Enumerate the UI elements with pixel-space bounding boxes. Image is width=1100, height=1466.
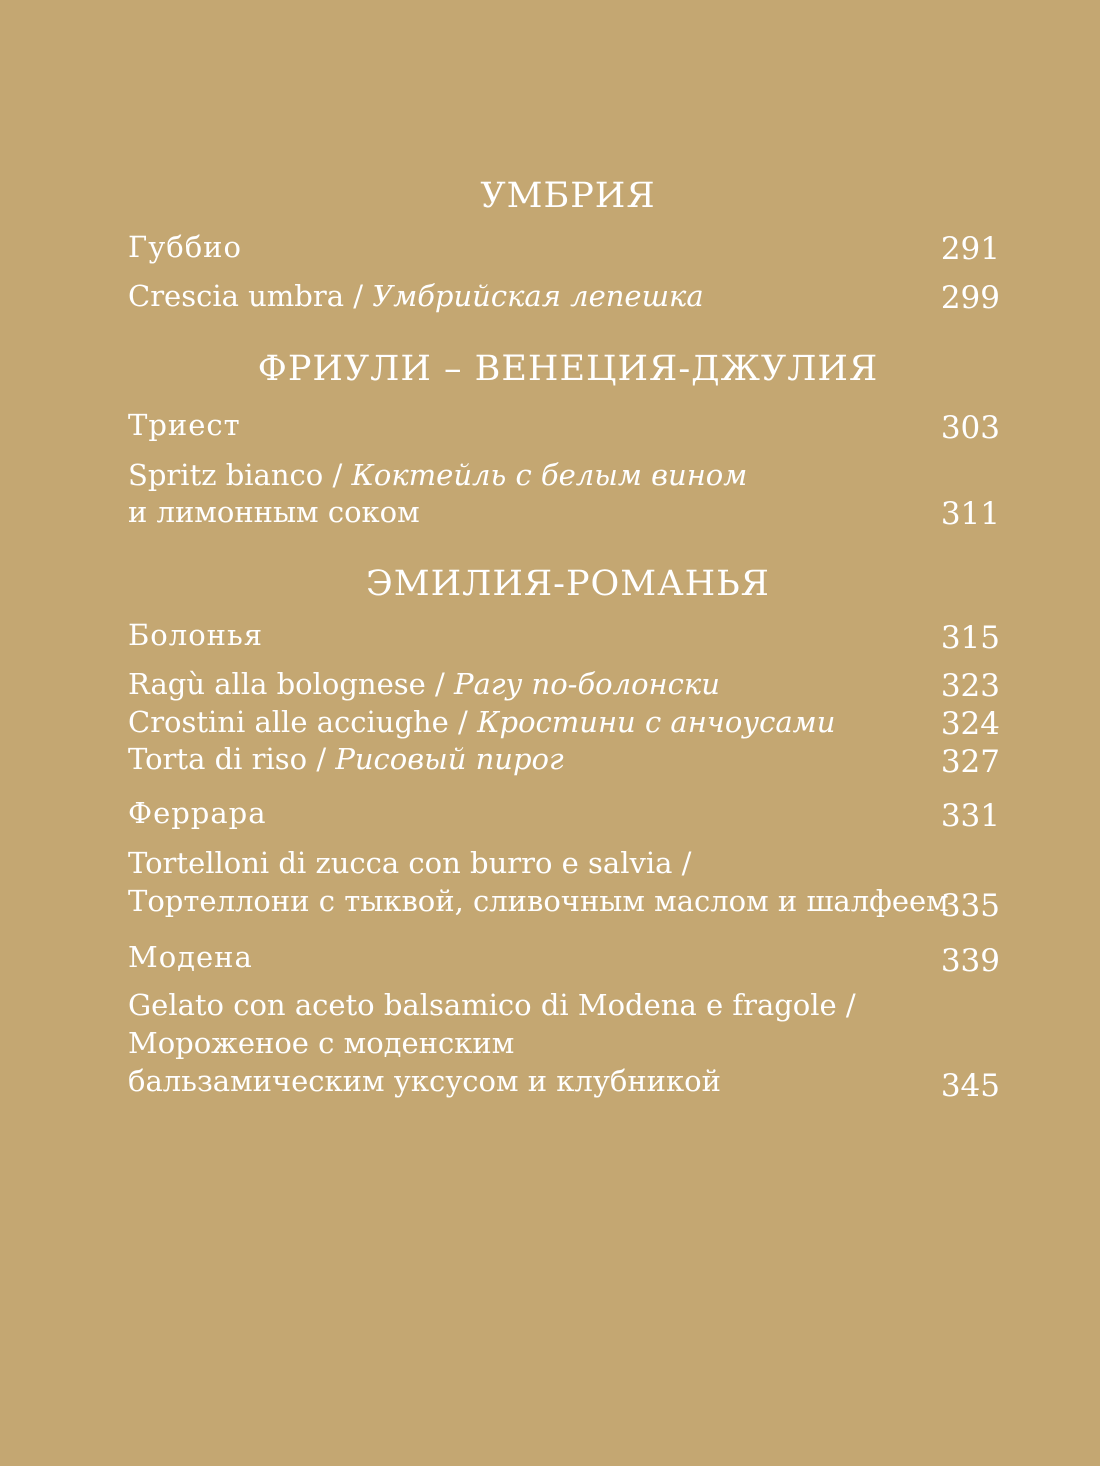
recipe-entry-tortelloni: Tortelloni di zucca con burro e salvia / (128, 846, 692, 880)
page-number: 331 (940, 798, 1000, 834)
recipe-russian-name: Мороженое с моденским (128, 1026, 515, 1060)
recipe-russian-name: Коктейль с белым вином (351, 458, 748, 492)
page-number: 345 (940, 1068, 1000, 1104)
city-entry-trieste: Триест (128, 408, 241, 442)
recipe-entry-gelato: Gelato con aceto balsamico di Modena e fragole / (128, 988, 856, 1022)
page-number: 299 (940, 280, 1000, 316)
recipe-russian-name: Рагу по-болонски (454, 667, 720, 701)
page-number: 315 (940, 620, 1000, 656)
recipe-italian-name: Crescia umbra / (128, 279, 373, 313)
page-number: 311 (940, 496, 1000, 532)
recipe-italian-name: Crostini alle acciughe / (128, 705, 478, 739)
recipe-russian-name: Умбрийская лепешка (372, 279, 704, 313)
page-number: 335 (940, 888, 1000, 924)
recipe-entry-ragu (128, 667, 720, 701)
recipe-entry-crostini (128, 705, 835, 739)
recipe-russian-name: Тортеллони с тыквой, сливочным маслом и шалфеем (128, 884, 949, 918)
section-heading-friuli: ФРИУЛИ – ВЕНЕЦИЯ-ДЖУЛИЯ (257, 349, 879, 389)
recipe-entry-spritz (128, 458, 747, 492)
recipe-entry-crescia (128, 279, 704, 313)
page-number: 303 (940, 410, 1000, 446)
recipe-entry-torta-di-riso (128, 742, 564, 776)
recipe-italian-name: Ragù alla bolognese / (128, 667, 455, 701)
recipe-russian-name: Рисовый пирог (335, 742, 564, 776)
city-entry-modena: Модена (128, 940, 253, 974)
recipe-italian-name: Spritz bianco / (128, 458, 352, 492)
page-number: 327 (940, 744, 1000, 780)
section-heading-umbria: УМБРИЯ (480, 176, 656, 216)
recipe-russian-name-continued: и лимонным соком (128, 495, 420, 529)
city-entry-bologna: Болонья (128, 618, 264, 652)
recipe-russian-name: Кростини с анчоусами (477, 705, 836, 739)
page-number: 291 (940, 231, 1000, 267)
recipe-italian-name: Torta di riso / (128, 742, 336, 776)
recipe-russian-name-continued: бальзамическим уксусом и клубникой (128, 1064, 721, 1098)
page-number: 324 (940, 706, 1000, 742)
page-number: 323 (940, 668, 1000, 704)
city-entry-ferrara: Феррара (128, 796, 267, 830)
section-heading-emilia-romagna: ЭМИЛИЯ-РОМАНЬЯ (366, 564, 770, 604)
page-number: 339 (940, 943, 1000, 979)
city-entry-gubbio: Губбио (128, 230, 242, 264)
